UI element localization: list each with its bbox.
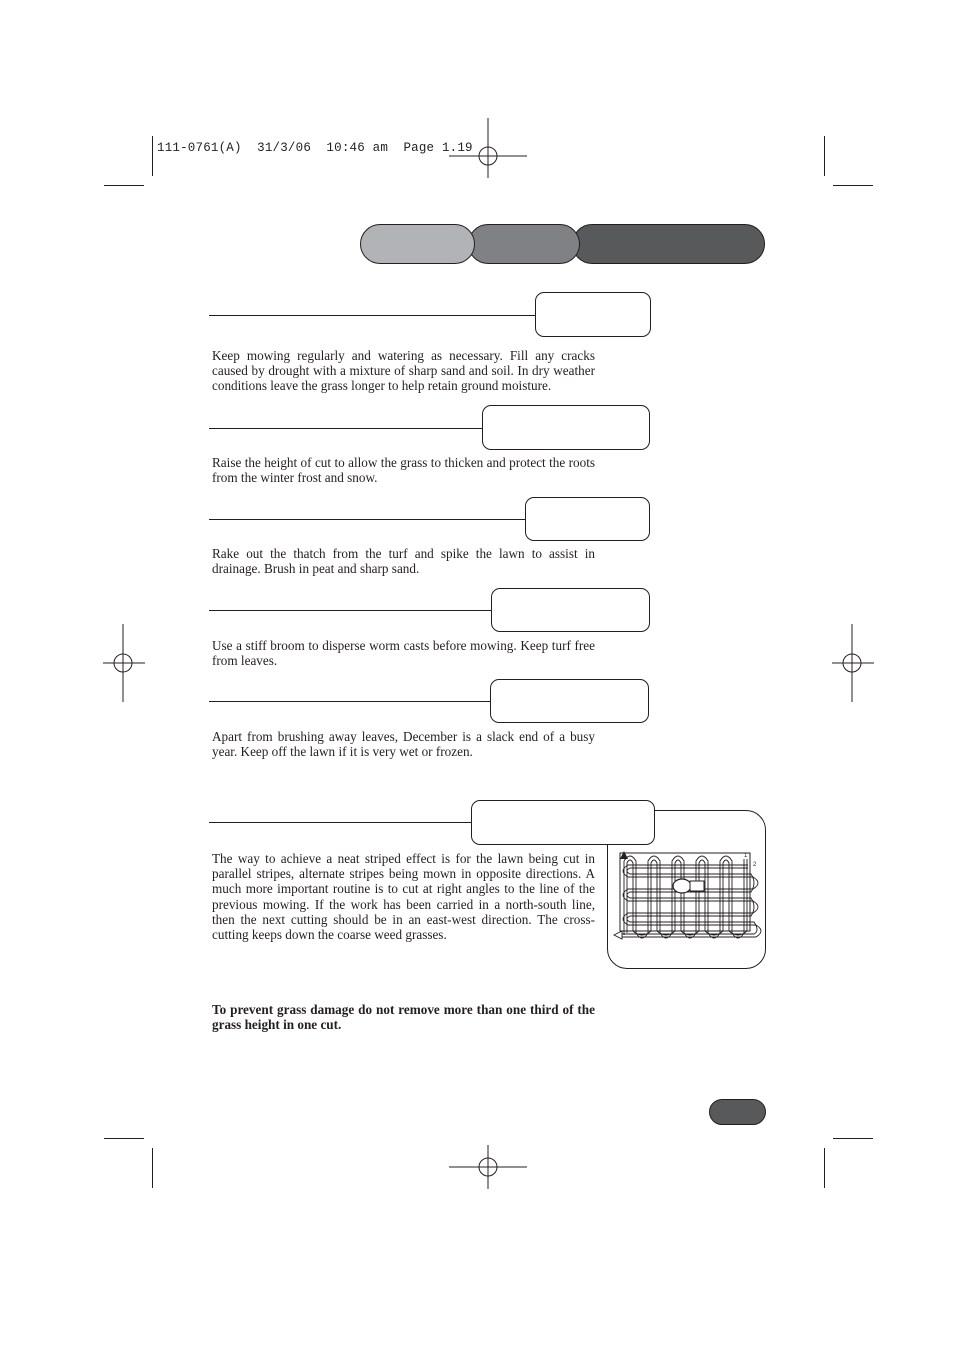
diagram-label-one: 1 [744,853,748,859]
header-tab-light [360,224,475,264]
section-rule [209,519,525,520]
section-rule [209,701,491,702]
section-rule [209,428,483,429]
registration-mark-right [832,624,874,702]
header-tab-dark [572,224,765,264]
page-number-pill [709,1099,766,1125]
section-text: Keep mowing regularly and watering as necessary. Fill any cracks caused by drought with a mixture of sharp sand and soil. In dry weather conditions leave the grass longer to help retain ground moisture. [212,348,595,394]
section-heading-box [471,800,655,845]
warning-text: To prevent grass damage do not remove more than one third of the grass height in one cut. [212,1002,595,1033]
section-rule [209,315,536,316]
registration-mark-top [449,118,529,178]
registration-mark-left [103,624,145,702]
section-text: Raise the height of cut to allow the grass to thicken and protect the roots from the winter frost and snow. [212,455,595,486]
mowing-pattern-diagram [608,845,766,965]
section-heading-box [525,497,650,541]
section-text: Use a stiff broom to disperse worm casts before mowing. Keep turf free from leaves. [212,638,595,669]
section-heading-box [482,405,650,450]
registration-mark-bottom [449,1145,529,1190]
section-text: The way to achieve a neat striped effect is for the lawn being cut in parallel stripes, alternate stripes being mown in opposite directions. A much more important routine is to cut at right angles to the line of the previous mowing. If the work has been carried in a north-south line, then the next cutting should be in an east-west direction. The cross-cutting keeps down the coarse weed grasses. [212,851,595,943]
mower-icon [673,879,704,893]
section-text: Apart from brushing away leaves, December is a slack end of a busy year. Keep off the lawn if it is very wet or frozen. [212,729,595,760]
section-rule [209,822,472,823]
section-heading-box [535,292,651,337]
header-tab-mid [468,224,580,264]
print-slug: 111-0761(A) 31/3/06 10:46 am Page 1.19 [157,141,473,155]
section-rule [209,610,492,611]
section-text: Rake out the thatch from the turf and spike the lawn to assist in drainage. Brush in peat and sharp sand. [212,546,595,577]
section-heading-box [490,679,649,723]
diagram-label-two: 2 [753,862,757,868]
section-heading-box [491,588,650,632]
